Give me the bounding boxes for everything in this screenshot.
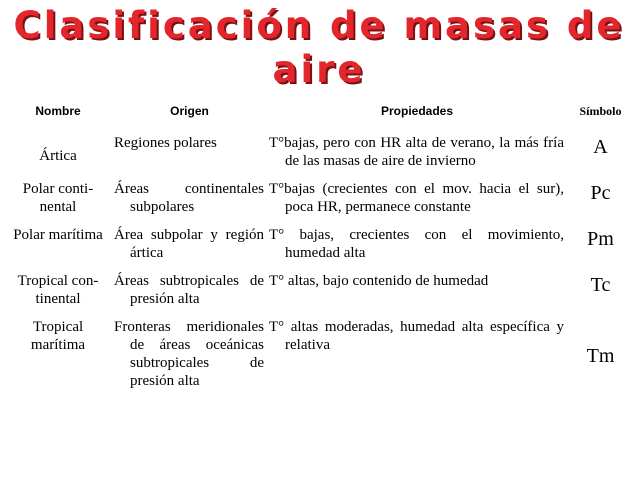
cell-nombre: Tropical con-tinental [17,273,99,307]
cell-simbolo: Pm [587,228,614,250]
air-mass-table [4,92,634,396]
cell-simbolo: Tm [586,345,615,367]
cell-propiedades: T° altas, bajo contenido de humedad [269,273,489,289]
cell-propiedades: T° bajas, crecientes con el movimiento, humedad alta [269,227,564,261]
header-propiedades: Propiedades [380,104,454,118]
table-row [4,314,634,396]
table-row [4,222,634,268]
cell-origen: Fronteras meridionales de áreas oceánicas subtropicales de presión alta [114,319,264,389]
header-origen: Origen [170,104,209,118]
table-row [4,130,634,176]
title-line-2: aire [272,48,366,91]
table-header-row [4,92,634,130]
cell-propiedades: T° altas moderadas, humedad alta específica y relativa [269,319,564,353]
cell-origen: Área subpolar y región ártica [114,227,264,261]
title-line-1: Clasificación de masas de [13,4,625,47]
cell-nombre: Tropical marítima [30,319,86,353]
cell-nombre: Polar marítima [13,227,103,243]
table-row [4,268,634,314]
cell-propiedades: T°bajas (crecientes con el mov. hacia el sur), poca HR, permanece constante [269,181,564,215]
cell-simbolo: A [593,136,608,158]
cell-simbolo: Pc [590,182,611,204]
header-nombre: Nombre [35,104,81,118]
table-row [4,176,634,222]
header-simbolo: Símbolo [579,103,622,118]
cell-nombre: Polar conti-nental [22,181,94,215]
cell-origen: Áreas subtropicales de presión alta [114,273,264,307]
cell-simbolo: Tc [590,274,611,296]
cell-origen: Áreas continentales subpolares [114,181,264,215]
cell-propiedades: T°bajas, pero con HR alta de verano, la más fría de las masas de aire de invierno [269,135,564,169]
cell-origen: Regiones polares [114,135,217,151]
cell-nombre: Ártica [39,148,77,164]
slide-title [0,4,638,92]
